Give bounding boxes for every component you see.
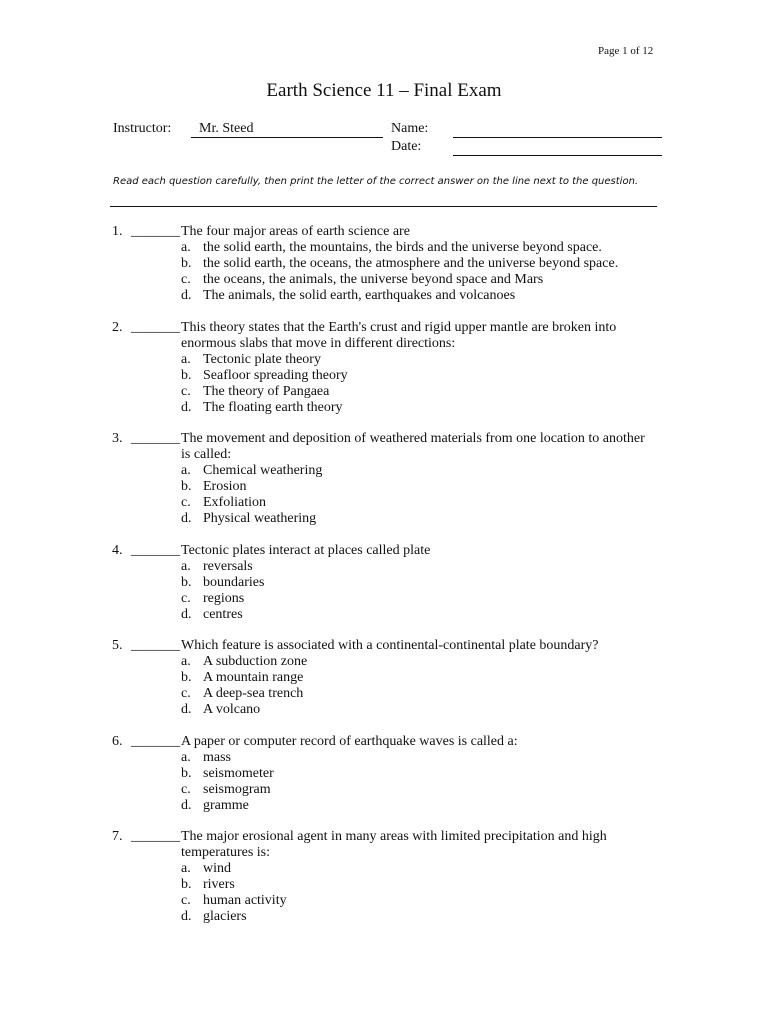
option-text: Seafloor spreading theory (203, 367, 348, 383)
option-list (0, 559, 768, 623)
option (0, 368, 768, 384)
option-letter: a. (181, 654, 191, 669)
option-letter: d. (181, 797, 192, 813)
option-text: centres (203, 606, 243, 622)
option-text: Erosion (203, 479, 247, 494)
question-number: 5. (112, 638, 123, 653)
question-text: This theory states that the Earth's crust and rigid upper mantle are broken into enormous slabs that move in different directions: (181, 319, 617, 351)
option (0, 591, 768, 607)
option (0, 893, 768, 909)
question (0, 543, 768, 623)
option-letter: a. (181, 558, 191, 574)
option-text: glaciers (203, 909, 247, 924)
option-letter: c. (181, 781, 191, 797)
option-text: The theory of Pangaea (203, 383, 330, 399)
option (0, 702, 768, 718)
option-letter: a. (181, 240, 191, 255)
option-letter: a. (181, 351, 191, 367)
option-letter: c. (181, 893, 191, 908)
date-label: Date: (391, 139, 422, 154)
question-number: 1. (112, 224, 123, 239)
option-list (0, 240, 768, 304)
question (0, 224, 768, 304)
option-list (0, 861, 768, 925)
option (0, 400, 768, 416)
option (0, 479, 768, 495)
option (0, 288, 768, 304)
answer-blank[interactable]: _______ (131, 319, 180, 335)
option (0, 575, 768, 591)
option-text: The animals, the solid earth, earthquakes and volcanoes (203, 288, 516, 303)
option (0, 256, 768, 272)
option-letter: b. (181, 479, 192, 494)
option-letter: c. (181, 272, 191, 287)
exam-title: Earth Science 11 – Final Exam (266, 80, 502, 101)
option-text: seismogram (203, 781, 271, 797)
question-text: The four major areas of earth science are (181, 224, 410, 239)
option-list (0, 463, 768, 527)
option-list (0, 352, 768, 416)
option-text: the solid earth, the mountains, the birds and the universe beyond space. (203, 240, 602, 255)
question (0, 320, 768, 416)
option-text: The floating earth theory (203, 399, 343, 415)
option (0, 240, 768, 256)
question-text: The major erosional agent in many areas with limited precipitation and high temperatures is: (181, 829, 607, 860)
option-text: regions (203, 590, 245, 606)
option-text: Chemical weathering (203, 463, 323, 478)
option-letter: d. (181, 399, 192, 415)
question-number: 2. (112, 319, 123, 335)
option-letter: d. (181, 909, 192, 924)
instructor-value: Mr. Steed (199, 121, 254, 136)
option (0, 495, 768, 511)
question-number: 4. (112, 542, 123, 558)
option (0, 782, 768, 798)
answer-blank[interactable]: _______ (131, 829, 180, 844)
question (0, 829, 768, 925)
question-number: 6. (112, 733, 123, 749)
option-letter: d. (181, 511, 192, 526)
option-list (0, 750, 768, 814)
instructor-label: Instructor: (113, 121, 172, 136)
option (0, 670, 768, 686)
instructor-underline (191, 137, 383, 138)
option-letter: a. (181, 463, 191, 478)
option (0, 607, 768, 623)
option-letter: b. (181, 877, 192, 892)
option-list (0, 654, 768, 718)
option-text: seismometer (203, 765, 274, 781)
answer-blank[interactable]: _______ (131, 542, 180, 558)
option (0, 272, 768, 288)
option-text: the solid earth, the oceans, the atmosphere and the universe beyond space. (203, 256, 619, 271)
option (0, 463, 768, 479)
option-letter: a. (181, 749, 191, 765)
option-text: gramme (203, 797, 249, 813)
instructions: Read each question carefully, then print the letter of the correct answer on the line next to the question. (113, 176, 639, 187)
option-letter: b. (181, 256, 192, 271)
option (0, 877, 768, 893)
answer-blank[interactable]: _______ (131, 431, 180, 446)
option-text: the oceans, the animals, the universe beyond space and Mars (203, 272, 544, 287)
option-text: reversals (203, 558, 253, 574)
option-text: A volcano (203, 702, 261, 717)
option-letter: b. (181, 670, 192, 685)
option (0, 750, 768, 766)
option-letter: a. (181, 861, 191, 876)
date-field[interactable] (453, 155, 662, 156)
option-text: A subduction zone (203, 654, 308, 669)
option (0, 352, 768, 368)
question-list (0, 224, 768, 941)
option-text: boundaries (203, 574, 265, 590)
question-number: 7. (112, 829, 123, 844)
question-text: A paper or computer record of earthquake waves is called a: (181, 733, 518, 749)
option (0, 861, 768, 877)
question (0, 638, 768, 718)
option (0, 654, 768, 670)
option-letter: c. (181, 590, 191, 606)
option-text: Tectonic plate theory (203, 351, 321, 367)
option-letter: d. (181, 606, 192, 622)
option (0, 559, 768, 575)
option (0, 686, 768, 702)
question-number: 3. (112, 431, 123, 446)
option-letter: b. (181, 574, 192, 590)
question-text: The movement and deposition of weathered materials from one location to another is called: (181, 431, 645, 462)
option-text: rivers (203, 877, 235, 892)
option (0, 798, 768, 814)
option (0, 511, 768, 527)
option (0, 766, 768, 782)
question (0, 734, 768, 814)
option-text: A mountain range (203, 670, 304, 685)
option-letter: d. (181, 702, 192, 717)
option-text: Physical weathering (203, 511, 317, 526)
option-letter: c. (181, 383, 191, 399)
question-text: Tectonic plates interact at places called plate (181, 542, 431, 558)
question (0, 431, 768, 527)
option-text: Exfoliation (203, 495, 266, 510)
question-text: Which feature is associated with a continental-continental plate boundary? (181, 638, 599, 653)
option (0, 909, 768, 925)
answer-blank[interactable]: _______ (131, 224, 180, 239)
option-text: A deep-sea trench (203, 686, 304, 701)
option-text: mass (203, 749, 231, 765)
option-letter: b. (181, 367, 192, 383)
divider (110, 206, 657, 207)
answer-blank[interactable]: _______ (131, 733, 180, 749)
name-field[interactable] (453, 137, 662, 138)
option-text: wind (203, 861, 231, 876)
option (0, 384, 768, 400)
option-letter: b. (181, 765, 192, 781)
option-text: human activity (203, 893, 287, 908)
option-letter: c. (181, 495, 191, 510)
option-letter: c. (181, 686, 191, 701)
answer-blank[interactable]: _______ (131, 638, 180, 653)
name-label: Name: (391, 121, 429, 136)
option-letter: d. (181, 288, 192, 303)
page-number: Page 1 of 12 (598, 45, 654, 57)
